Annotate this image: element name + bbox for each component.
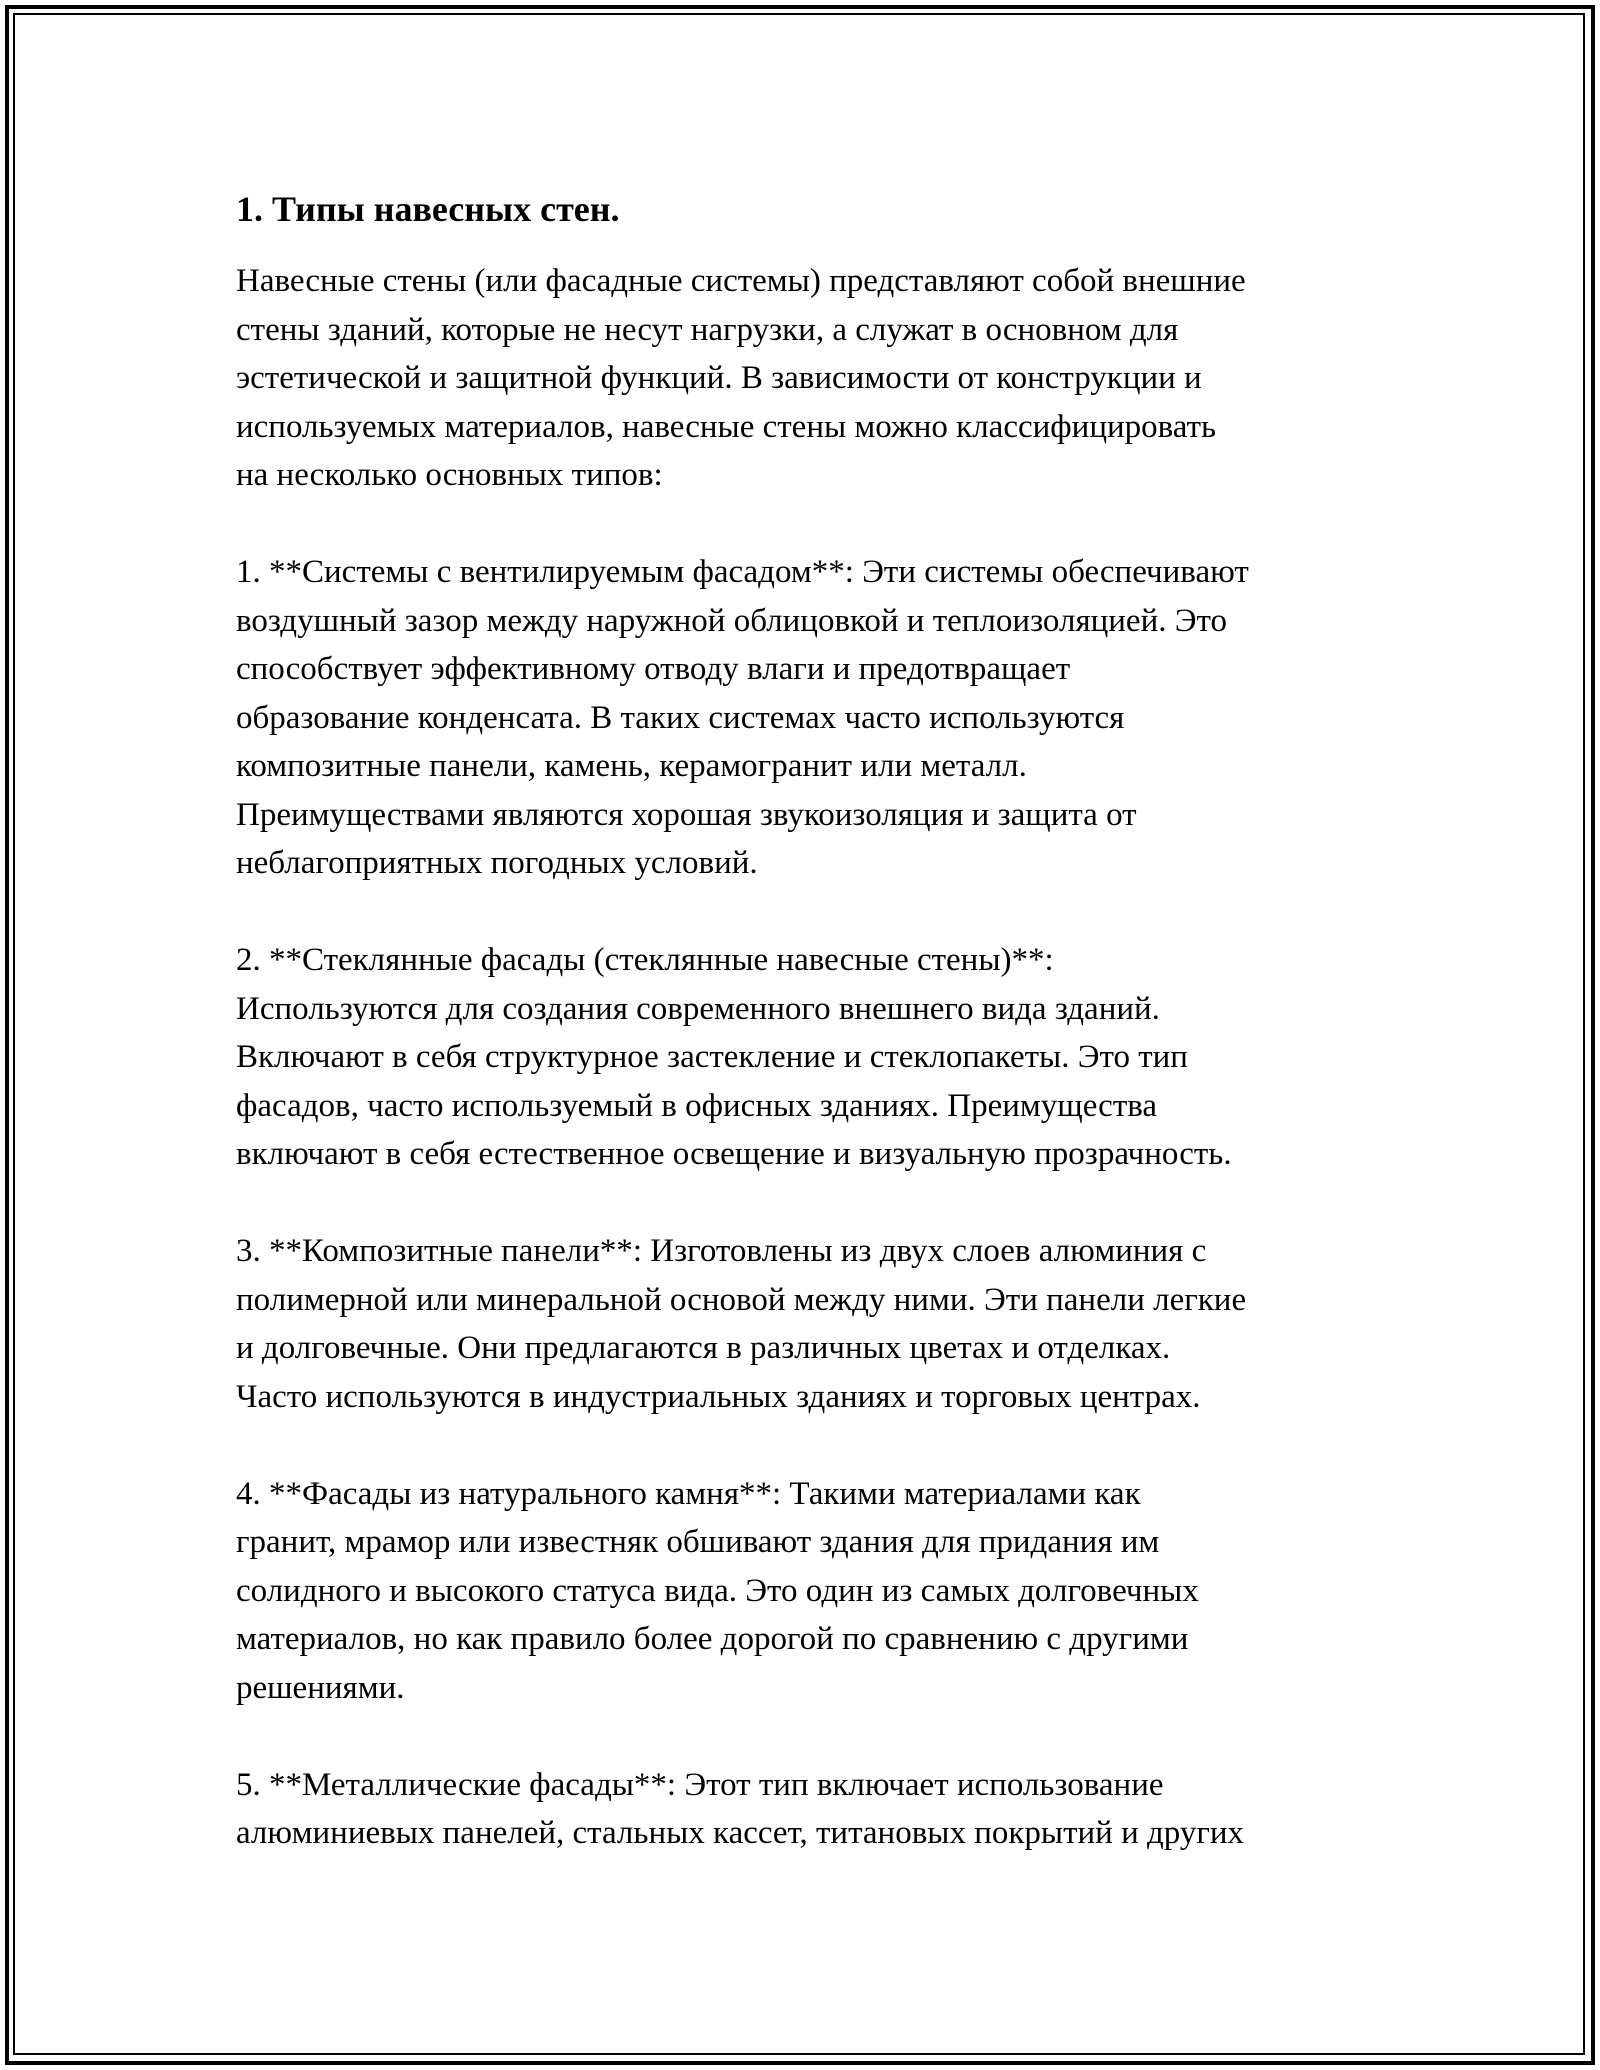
- list-item-natural-stone: 4. **Фасады из натурального камня**: Такими материалами как гранит, мрамор или известняк обшивают здания для придания им солидного и высокого статуса вида. Это один из самых долговечных материалов, но как правило более дорогой по сравнению с другими решениями.: [236, 1475, 1199, 1706]
- list-item-composite-panels: 3. **Композитные панели**: Изготовлены из двух слоев алюминия с полимерной или минеральной основой между ними. Эти панели легкие и долговечные. Они предлагаются в различных цветах и отделках. Часто используются в индустриальных зданиях и торговых центрах.: [236, 1233, 1247, 1415]
- intro-paragraph: Навесные стены (или фасадные системы) представляют собой внешние стены зданий, которые не несут нагрузки, а служат в основном для эстетической и защитной функций. В зависимости от конструкции и используемых материалов, навесные стены можно классифицировать на несколько основных типов:: [236, 263, 1246, 493]
- section-heading: 1. Типы навесных стен.: [236, 189, 620, 229]
- list-item-metal-facades: 5. **Металлические фасады**: Этот тип включает использование алюминиевых панелей, стальных кассет, титановых покрытий и других: [236, 1766, 1245, 1851]
- list-item-glass-facades: 2. **Стеклянные фасады (стеклянные навесные стены)**: Используются для создания современного внешнего вида зданий. Включают в себя структурное застекление и стеклопакеты. Это тип фасадов, часто используемый в офисных зданиях. Преимущества включают в себя естественное освещение и визуальную прозрачность.: [236, 942, 1232, 1172]
- document-body: [236, 185, 1376, 1906]
- list-item-ventilated-facade: 1. **Системы с вентилируемым фасадом**: Эти системы обеспечивают воздушный зазор между наружной облицовкой и теплоизоляцией. Это способствует эффективному отводу влаги и предотвращает образование конденсата. В таких системах часто используются композитные панели, камень, керамогранит или металл. Преимуществами являются хорошая звукоизоляция и защита от неблагоприятных погодных условий.: [236, 554, 1249, 881]
